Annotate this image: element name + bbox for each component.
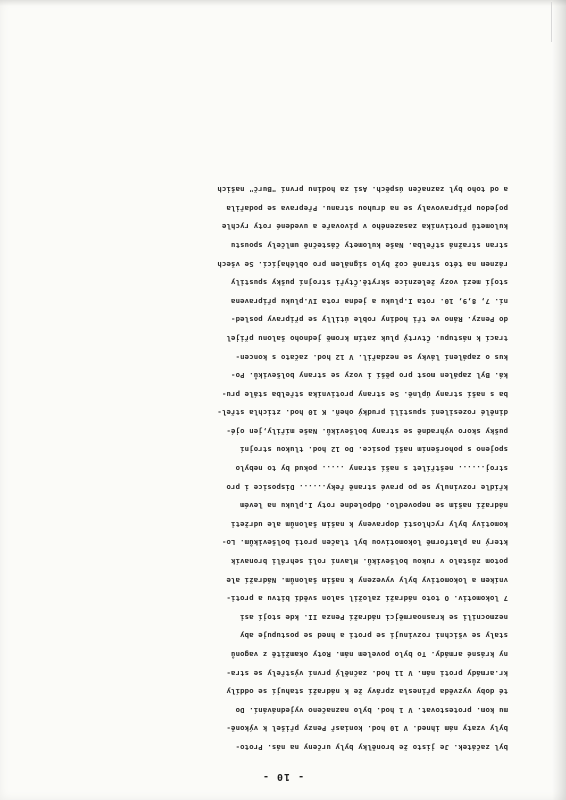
text-line: ny krásné armády. To bylo povelem nám. Roty okamžitě z vagonů: [230, 650, 508, 660]
text-line: kulometů protivníka zasazeného v pivovaře a uvedené roty rychle: [221, 222, 508, 232]
text-line: nádraží našim se nepovedlo. Odpoledne roty I.pluku na levém: [239, 501, 508, 511]
text-line: byl začátek. Je jisto že bronělky byly určeny na nás. Proto-: [235, 743, 508, 752]
text-line: mu kom. protestovat. V 1 hod. bylo naznačeno vyjednávání. Do: [235, 705, 508, 715]
text-line: 7 lokomotiv. O toto nádraží založil salon svědí bitvu a proti-: [226, 594, 508, 604]
text-line: stran stražná střelba. Naše kulomety částečně umlčely spoustu: [230, 240, 508, 250]
text-line: vníkem a lokomotivy byly vyvezeny k našim šalonům. Nádraží ale: [226, 575, 508, 585]
text-line: trací k nástupu. Čtvrtý pluk zatím kromě jednoho šalonu přijel: [226, 333, 508, 343]
text-line: nezmocnili se krasnoarmějci nádraží Penza II. kde stojí asi: [239, 612, 508, 622]
text-line: dinělé rozesilení spustili prudký oheň. K 10 hod. ztichla střel-: [217, 408, 508, 418]
page-number: - 10 -: [261, 771, 305, 782]
text-line: ní. 7, 8,9, 10. rota I.pluku a jedna rota IV.pluku připravena: [230, 296, 508, 306]
text-line: pojedou připravovaly se na druhou stranu. Přeprava se podařila: [226, 203, 508, 213]
text-line: stojí mezi vozy železnice skrytě.Čtyři strojní pušky spustily: [230, 278, 508, 288]
text-line: potom zůstalo v rukou bolševiků. Hlavní roli sehráli bronavík: [230, 557, 508, 567]
text-line: kr.armády proti nám. V 11 hod. začnělý první výstřely se stra-: [226, 668, 508, 678]
text-line: byly vzaty nám ihned. V 10 hod. koniasř Penzy přišel k výkoně-: [226, 724, 508, 734]
text-line: stroj...... neštřílet s naší strany ..... pokud by to nebylo: [235, 464, 508, 474]
text-line: té doby vyzvěda přinesla zprávy že k nádraží stahují se oddíly: [226, 687, 508, 697]
text-line: a od toho byl zaznačen úspěch. Asi za hodinu první "Burč" našich: [217, 185, 508, 195]
text-line: pušky skoro výhradně se strany bolševiků. Naše mířily,jen ojé-: [226, 426, 508, 436]
text-line: který na platformě lokomotivou byl tlačen proti bolševikům. Lo-: [221, 538, 508, 548]
text-line: spojeno s pohoršením naší posice. Do 12 hod. tlukou strojní: [239, 445, 508, 455]
text-line: do Penzy. Ráno ve tři hodiny roble útilly se připravy posled-: [230, 315, 508, 325]
text-line: kus o zapálení lávky se nezdařil. V 12 hod. začato s koncen-: [235, 352, 508, 362]
typewritten-body: [28, 180, 508, 756]
text-line: ká. Byl zapálen most pro pěší i vozy se strany bolševiků. Po-: [230, 371, 508, 381]
text-line: ba s naší strany úplně. Se strany protivníka střelba stále pru-: [221, 389, 508, 399]
text-line: křídle rozvinuly se po pravé straně řeky...... Disposice i pro: [226, 482, 508, 492]
text-line: staly se všichni rozvinuji se proti a hned se postupuje aby: [239, 631, 508, 641]
text-line: ráznem na této straně což bylo signálem pro obléhající. Se všech: [217, 259, 508, 269]
text-line: komotivy byly rychlostí dopraveny k našim šalonům ale udržeti: [230, 519, 508, 529]
